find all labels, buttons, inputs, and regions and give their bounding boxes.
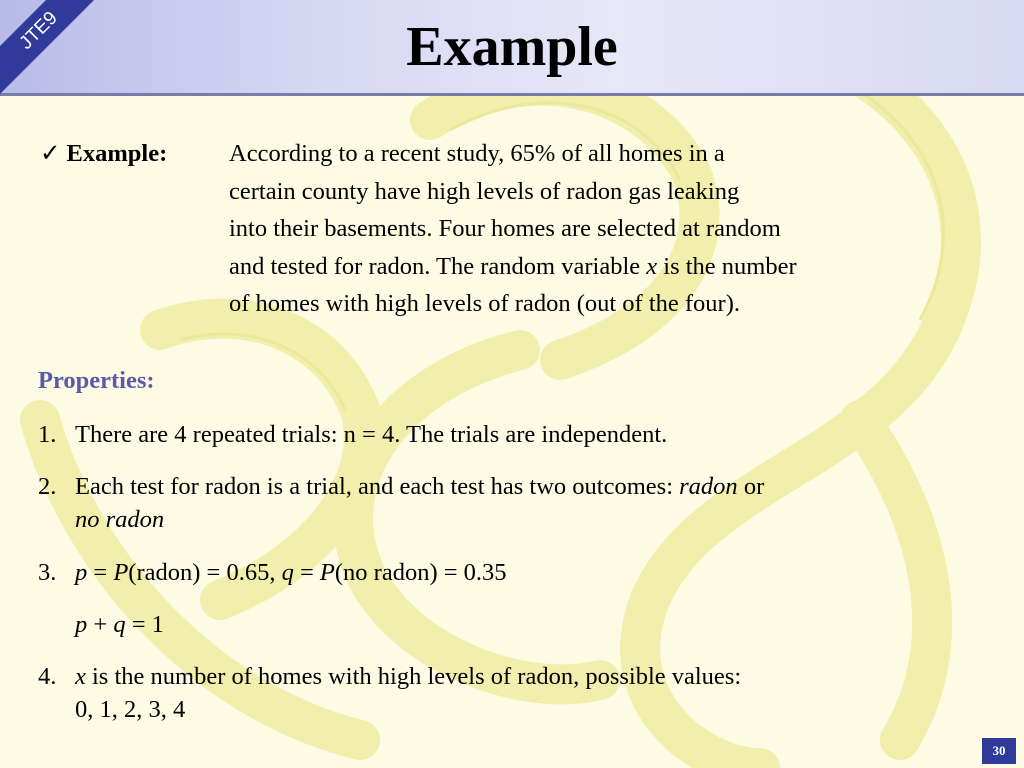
example-text bbox=[229, 135, 797, 323]
property-item-3-sum: p + q = 1 bbox=[75, 611, 164, 638]
property-item-2: 2. Each test for radon is a trial, and each test has two outcomes: radon or no radon bbox=[38, 473, 765, 533]
checkmark-icon: ✓ bbox=[40, 140, 61, 167]
corner-tag: JTE9 bbox=[0, 0, 104, 96]
page-number: 30 bbox=[982, 738, 1016, 764]
page-title: Example bbox=[406, 16, 618, 78]
property-item-3: 3. p = P(radon) = 0.65, q = P(no radon) = 0.35 bbox=[38, 559, 507, 586]
example-line: into their basements. Four homes are selected at random bbox=[229, 215, 781, 242]
example-line: certain county have high levels of radon gas leaking bbox=[229, 177, 740, 205]
property-item-4: 4. x is the number of homes with high levels of radon, possible values: 0, 1, 2, 3, 4 bbox=[38, 663, 742, 723]
example-line: of homes with high levels of radon (out of the four). bbox=[229, 290, 740, 317]
example-line: According to a recent study, 65% of all homes in a bbox=[229, 140, 725, 167]
example-label: ✓ Example: bbox=[40, 140, 168, 167]
properties-heading: Properties: bbox=[38, 367, 155, 394]
property-item-1: 1. There are 4 repeated trials: n = 4. The trials are independent. bbox=[38, 421, 668, 448]
example-line: and tested for radon. The random variable x is the number bbox=[229, 252, 797, 280]
